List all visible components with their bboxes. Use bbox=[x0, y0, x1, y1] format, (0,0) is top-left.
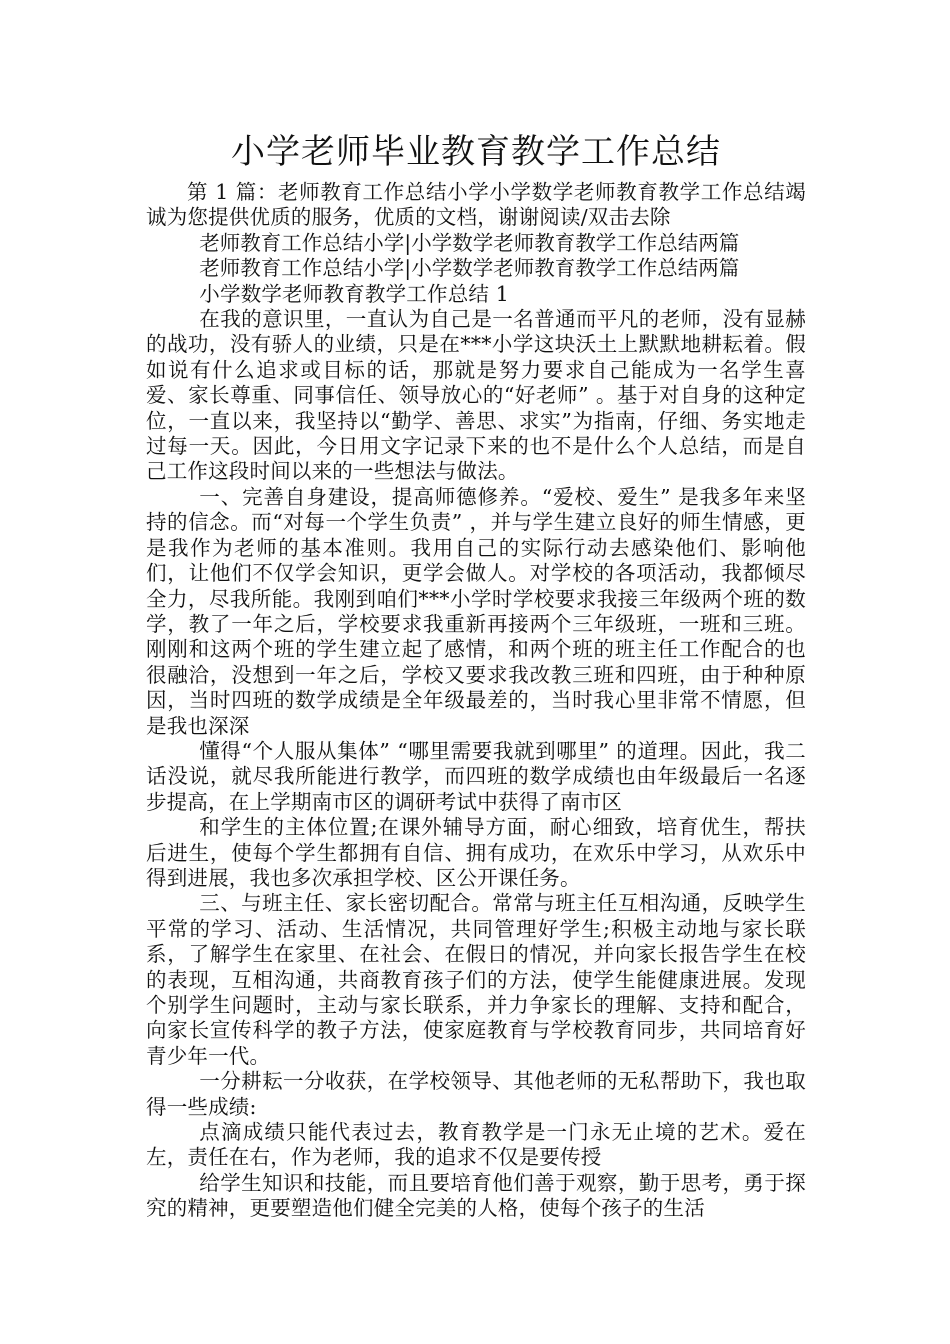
paragraph-body: 给学生知识和技能，而且要培育他们善于观察，勤于思考，勇于探究的精神，更要塑造他们健全完美的人格，使每个孩子的生活 bbox=[146, 1170, 806, 1221]
paragraph-body: 点滴成绩只能代表过去，教育教学是一门永无止境的艺术。爱在左，责任在右，作为老师，我的追求不仅是要传授 bbox=[146, 1120, 806, 1170]
paragraph-body: 和学生的主体位置;在课外辅导方面，耐心细致，培育优生，帮扶后进生，使每个学生都拥有自信、拥有成功，在欢乐中学习，从欢乐中得到进展，我也多次承担学校、区公开课任务。 bbox=[146, 815, 806, 890]
document-page bbox=[146, 128, 806, 1222]
paragraph-subtitle: 小学数学老师教育教学工作总结 1 bbox=[199, 281, 510, 306]
paragraph-heading-2: 老师教育工作总结小学|小学数学老师教育教学工作总结两篇 bbox=[199, 256, 740, 281]
paragraph-body: 一分耕耘一分收获，在学校领导、其他老师的无私帮助下，我也取得一些成绩: bbox=[146, 1069, 806, 1119]
paragraph-heading-1: 老师教育工作总结小学|小学数学老师教育教学工作总结两篇 bbox=[199, 230, 740, 255]
paragraph-body: 懂得“个人服从集体” “哪里需要我就到哪里” 的道理。因此，我二话没说，就尽我所能进行教学，而四班的数学成绩也由年级最后一名逐步提高，在上学期南市区的调研考试中获得了南市区 bbox=[146, 738, 806, 814]
paragraph-body: 一、完善自身建设，提高师德修养。“爱校、爱生” 是我多年来坚持的信念。而“对每一个学生负责” ，并与学生建立良好的师生情感，更是我作为老师的基本准则。我用自己的实际行动去感染他们、影响他们，让他们不仅学会知识，更学会做人。对学校的各项活动，我都倾尽全力，尽我所能。我刚到咱们***小学时学校要求我接三年级两个班的数学，教了一年之后，学校要求我重新再接两个三年级班，一班和三班。刚刚和这两个班的学生建立起了感情，和两个班的班主任工作配合的也很融洽，没想到一年之后，学校又要求我改教三班和四班，由于种种原因，当时四班的数学成绩是全年级最差的，当时我心里非常不情愿，但是我也深深 bbox=[146, 484, 806, 738]
paragraph-body: 在我的意识里，一直认为自己是一名普通而平凡的老师，没有显赫的战功，没有骄人的业绩，只是在***小学这块沃土上默默地耕耘着。假如说有什么追求或目标的话，那就是努力要求自己能成为一名学生喜爱、家长尊重、同事信任、领导放心的“好老师” 。基于对自身的这种定位，一直以来，我坚持以“勤学、善思、求实”为指南，仔细、务实地走过每一天。因此，今日用文字记录下来的也不是什么个人总结，而是自己工作这段时间以来的一些想法与做法。 bbox=[146, 307, 806, 484]
document-title: 小学老师毕业教育教学工作总结 bbox=[231, 132, 721, 172]
paragraph-body: 三、与班主任、家长密切配合。常常与班主任互相沟通，反映学生平常的学习、活动、生活情况，共同管理好学生;积极主动地与家长联系，了解学生在家里、在社会、在假日的情况，并向家长报告学生在校的表现，互相沟通，共商教育孩子们的方法，使学生能健康进展。发现个别学生问题时，主动与家长联系，并力争家长的理解、支持和配合，向家长宣传科学的教子方法，使家庭教育与学校教育同步，共同培育好青少年一代。 bbox=[146, 891, 806, 1068]
paragraph-intro: 第 1 篇：老师教育工作总结小学小学数学老师教育教学工作总结竭诚为您提供优质的服务，优质的文档，谢谢阅读/双击去除 bbox=[146, 180, 806, 230]
